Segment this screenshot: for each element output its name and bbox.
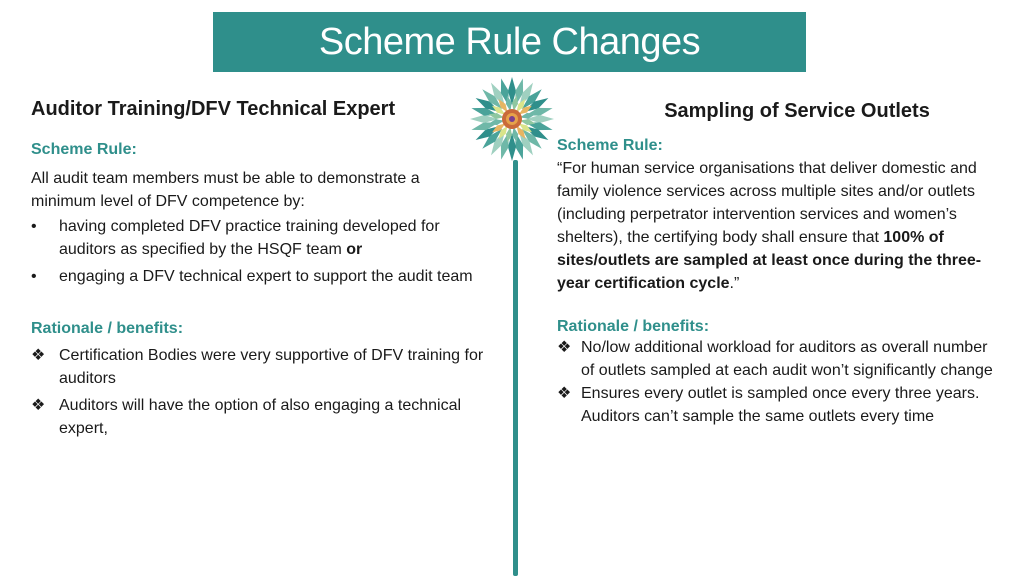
left-rule-list [31, 215, 486, 288]
left-column [31, 98, 486, 440]
rule-text-pre: “For human service organisations that deliver domestic and family violence services across multiple sites and/or outlets (including perpetrator intervention services and women’s shelters), the certifying body shall ensure that [557, 160, 977, 246]
right-rule-label: Scheme Rule: [557, 137, 663, 154]
list-item-bold: or [346, 241, 363, 258]
left-heading: Auditor Training/DFV Technical Expert [31, 98, 396, 120]
right-column [557, 100, 997, 428]
right-rationale-list [557, 336, 997, 428]
list-item [31, 344, 486, 390]
list-item [31, 394, 486, 440]
left-rule-label: Scheme Rule: [31, 141, 137, 158]
left-rationale-list [31, 344, 486, 440]
list-item-text: Certification Bodies were very supportive of DFV training for auditors [59, 347, 484, 387]
diamond-bullet-icon: ❖ [31, 397, 46, 414]
slide-title: Scheme Rule Changes [318, 20, 701, 63]
list-item-text: Ensures every outlet is sampled once every three years. Auditors can’t sample the same outlets every time [581, 385, 980, 425]
divider-stem [513, 160, 518, 576]
left-rationale-label: Rationale / benefits: [31, 320, 184, 337]
list-item [31, 215, 486, 261]
list-item-text: No/low additional workload for auditors as overall number of outlets sampled at each audit won’t significantly change [581, 339, 993, 379]
bullet-icon: • [31, 218, 37, 235]
right-rationale-label: Rationale / benefits: [557, 318, 710, 335]
list-item [557, 336, 997, 382]
list-item [31, 265, 486, 288]
list-item-text: Auditors will have the option of also engaging a technical expert, [59, 397, 462, 437]
diamond-bullet-icon: ❖ [557, 339, 572, 356]
diamond-bullet-icon: ❖ [31, 347, 46, 364]
right-rule-text [557, 157, 997, 295]
rule-text-bold: 100% of sites/outlets are sampled at least once during the three-year certification cycle [557, 229, 982, 292]
title-banner [213, 12, 806, 72]
bullet-icon: • [31, 268, 37, 285]
diamond-bullet-icon: ❖ [557, 385, 572, 402]
left-rule-intro: All audit team members must be able to demonstrate a minimum level of DFV competence by: [31, 170, 420, 210]
list-item [557, 382, 997, 428]
rule-text-post: .” [729, 275, 740, 292]
list-item-text: engaging a DFV technical expert to support the audit team [59, 268, 473, 285]
right-heading: Sampling of Service Outlets [664, 100, 930, 122]
list-item-text: having completed DFV practice training developed for auditors as specified by the HSQF team [59, 218, 440, 258]
